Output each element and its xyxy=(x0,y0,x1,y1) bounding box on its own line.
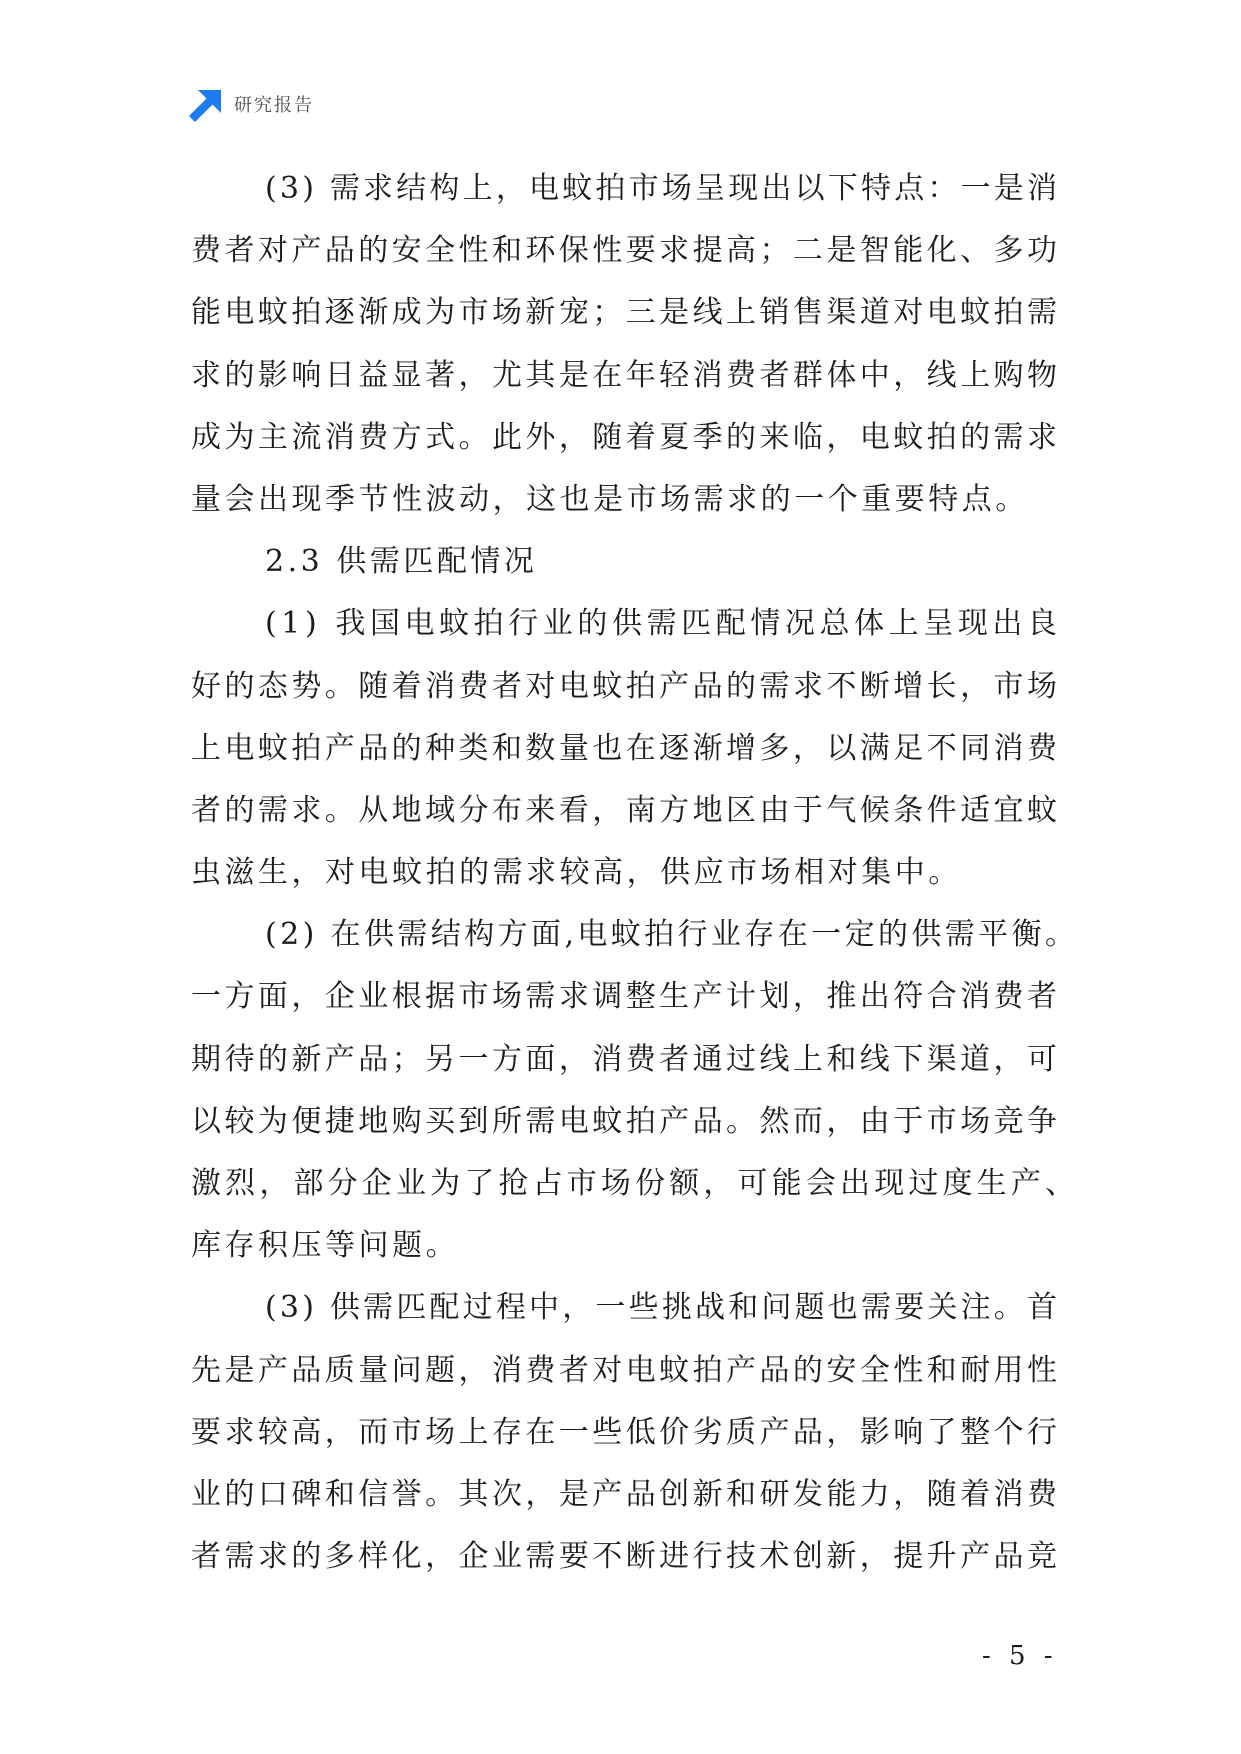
paragraph-line: (1) 我国电蚊拍行业的供需匹配情况总体上呈现出良 xyxy=(265,606,1062,642)
paragraph-line: 虫滋生，对电蚊拍的需求较高，供应市场相对集中。 xyxy=(191,855,962,891)
paragraph-line: 成为主流消费方式。此外，随着夏季的来临，电蚊拍的需求 xyxy=(191,419,1061,455)
paragraph-line: 业的口碑和信誉。其次，是产品创新和研发能力，随着消费 xyxy=(191,1476,1061,1512)
paragraph-line: 先是产品质量问题，消费者对电蚊拍产品的安全性和耐用性 xyxy=(191,1352,1061,1388)
paragraph-challenges xyxy=(191,1277,1061,1588)
paragraph-supply-demand-structure xyxy=(191,904,1080,1277)
paragraph-line: 一方面，企业根据市场需求调整生产计划，推出符合消费者 xyxy=(191,979,1061,1015)
paragraph-line: 以较为便捷地购买到所需电蚊拍产品。然而，由于市场竞争 xyxy=(191,1103,1061,1139)
body-text xyxy=(191,158,1080,1588)
paragraph-line: 费者对产品的安全性和环保性要求提高；二是智能化、多功 xyxy=(191,233,1061,269)
paragraph-line: 求的影响日益显著，尤其是在年轻消费者群体中，线上购物 xyxy=(191,357,1061,393)
paragraph-line: 激烈，部分企业为了抢占市场份额，可能会出现过度生产、 xyxy=(191,1166,1080,1201)
arrow-up-right-icon xyxy=(189,90,221,122)
paragraph-line: (2) 在供需结构方面,电蚊拍行业存在一定的供需平衡。 xyxy=(265,917,1079,953)
section-heading: 2.3 供需匹配情况 xyxy=(265,544,538,580)
paragraph-line: 期待的新产品；另一方面，消费者通过线上和线下渠道，可 xyxy=(191,1041,1061,1077)
paragraph-supply-demand-overall xyxy=(191,593,1062,904)
paragraph-line: 能电蚊拍逐渐成为市场新宠；三是线上销售渠道对电蚊拍需 xyxy=(191,295,1061,331)
paragraph-line: 库存积压等问题。 xyxy=(191,1228,460,1264)
paragraph-line: 好的态势。随着消费者对电蚊拍产品的需求不断增长，市场 xyxy=(191,668,1061,704)
paragraph-line: 者的需求。从地域分布来看，南方地区由于气候条件适宜蚊 xyxy=(191,792,1061,828)
paragraph-demand-structure xyxy=(191,158,1061,531)
paragraph-line: 者需求的多样化，企业需要不断进行技术创新，提升产品竞 xyxy=(191,1539,1061,1575)
paragraph-line: 量会出现季节性波动，这也是市场需求的一个重要特点。 xyxy=(191,481,1029,517)
paragraph-line: (3) 需求结构上，电蚊拍市场呈现出以下特点：一是消 xyxy=(265,171,1061,206)
header-title: 研究报告 xyxy=(234,95,314,116)
paragraph-line: (3) 供需匹配过程中，一些挑战和问题也需要关注。首 xyxy=(265,1290,1061,1326)
paragraph-line: 上电蚊拍产品的种类和数量也在逐渐增多，以满足不同消费 xyxy=(191,730,1061,766)
page-number: - 5 - xyxy=(982,1641,1058,1671)
paragraph-line: 要求较高，而市场上存在一些低价劣质产品，影响了整个行 xyxy=(191,1414,1061,1450)
